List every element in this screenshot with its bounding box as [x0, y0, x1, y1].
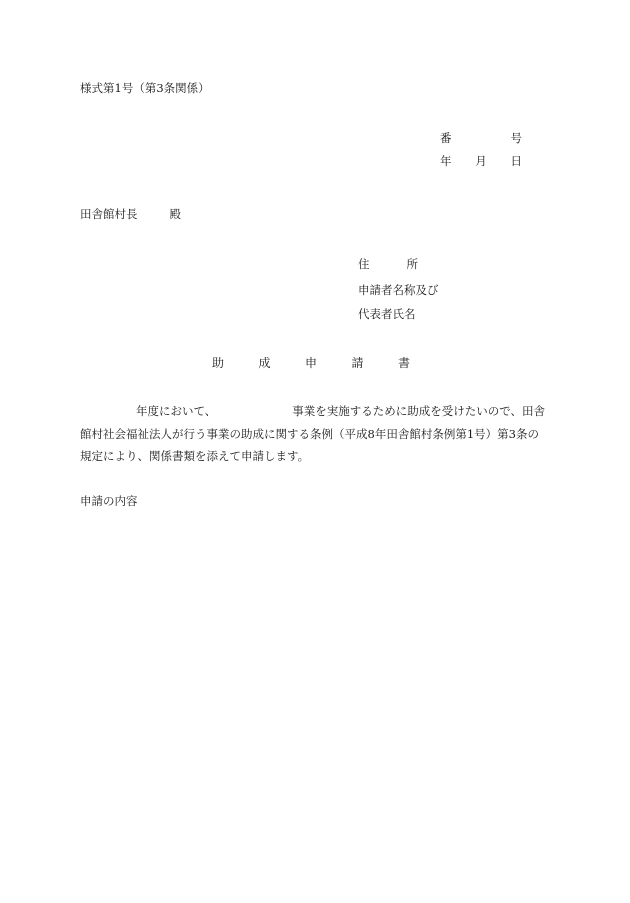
body-part2: 事業を実施するために助成を受けたいので、田舎館村社会福祉法人が行う事業の助成に関する条例（平成8年田舎館村条例第1号）第3条の規定により、関係書類を添えて申請します。 [80, 404, 546, 463]
section-heading: 申請の内容 [80, 494, 138, 508]
applicant-name-label-line2: 代表者氏名 [358, 307, 416, 321]
title-char: 申 [304, 356, 317, 370]
body-part1: 年度において、 [136, 404, 217, 418]
document-number-label [440, 130, 522, 146]
date-label [440, 153, 522, 169]
document-title [212, 354, 410, 371]
month-char: 月 [475, 154, 487, 168]
title-char: 請 [351, 356, 364, 370]
number-char: 番 [440, 131, 452, 145]
applicant-name-label-line1: 申請者名称及び [358, 283, 439, 297]
day-char: 日 [510, 154, 522, 168]
address-char: 住 [358, 257, 370, 271]
title-char: 成 [258, 356, 271, 370]
address-char: 所 [406, 257, 418, 271]
form-number: 様式第1号（第3条関係） [80, 81, 210, 95]
number-char: 号 [510, 131, 522, 145]
addressee-line [80, 206, 181, 222]
addressee-honorific: 殿 [169, 207, 181, 221]
year-char: 年 [440, 154, 452, 168]
applicant-address-label [358, 256, 418, 272]
application-body-text [80, 400, 550, 468]
title-char: 助 [212, 356, 225, 370]
addressee-name: 田舎館村長 [80, 207, 138, 221]
title-char: 書 [397, 356, 410, 370]
